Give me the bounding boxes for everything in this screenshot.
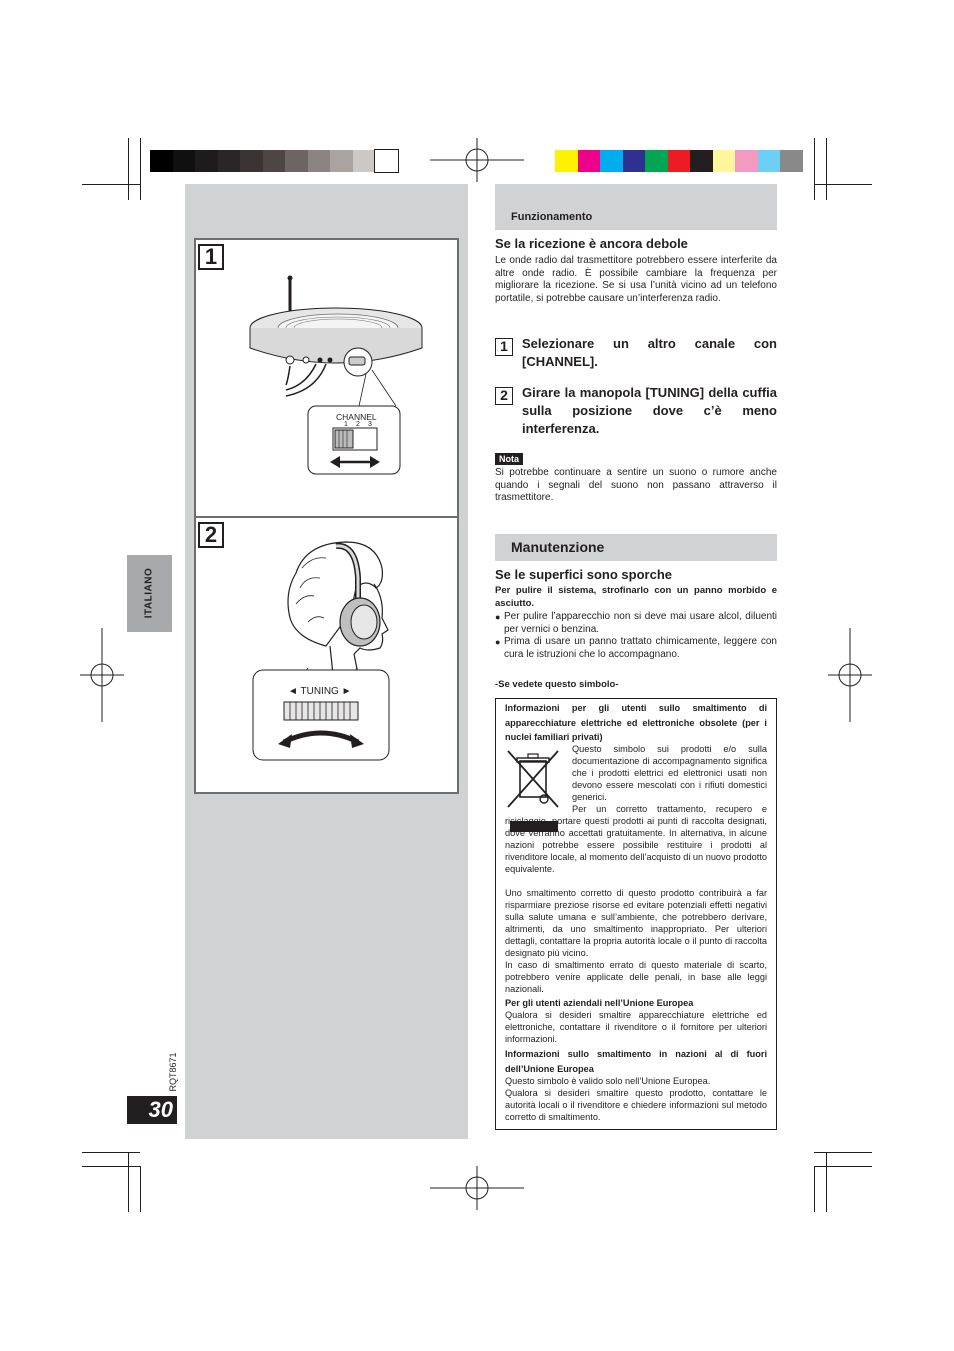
calibration-swatch	[690, 150, 713, 172]
calibration-swatch	[735, 150, 758, 172]
weee-box-para2: Per un corretto trattamento, recupero e riciclaggio, portare questi prodotti ai punti di raccolta designati, dove verranno accettati gratuitamente. In alternativa, in alcune nazioni potrebbe essere possibile restituire i prodotti al rivenditore locale, al momento dell’acquisto di un nuovo prodotto equivalente.	[505, 804, 768, 874]
section-header-funzionamento: Funzionamento	[511, 211, 593, 223]
tuning-label: ◄ TUNING ►	[288, 686, 352, 697]
section-header-bar-2	[495, 534, 777, 561]
calibration-swatch	[353, 150, 376, 172]
weee-box-para4: In caso di smaltimento errato di questo materiale di scarto, potrebbero venire applicate delle penali, in base alle leggi nazionali.	[505, 960, 767, 994]
weak-reception-body: Le onde radio dal trasmettitore potrebbero essere interferite da altre onde radio. È possibile cambiare la frequenza per migliorare la ricezione. Se si usa l’unità vicino ad un telefono portatile, si potrebbe causare un’interferenza radio.	[495, 255, 777, 304]
step2-illustration-panel	[194, 516, 459, 794]
section-header-manutenzione: Manutenzione	[511, 539, 605, 555]
bullet-dot-2: ●	[495, 637, 501, 647]
registration-target-top	[430, 138, 524, 182]
nota-body: Si potrebbe continuare a sentire un suono o rumore anche quando i segnali del suono non passano attraverso il trasmettitore.	[495, 467, 777, 503]
weak-reception-title: Se la ricezione è ancora debole	[495, 236, 688, 251]
calibration-swatch	[375, 150, 398, 172]
calibration-swatch	[240, 150, 263, 172]
bullet-item-2: Prima di usare un panno trattato chimicamente, leggere con cura le istruzioni che lo accompagnano.	[504, 636, 777, 660]
transmitter-illustration	[246, 270, 446, 505]
calibration-swatch	[173, 150, 196, 172]
calibration-swatch	[308, 150, 331, 172]
calibration-swatch	[713, 150, 736, 172]
calibration-swatch	[330, 150, 353, 172]
calibration-swatch	[578, 150, 601, 172]
dirty-surfaces-title: Se le superfici sono sporche	[495, 567, 672, 582]
channel-label: CHANNEL	[336, 412, 377, 422]
model-code: RQT8671	[168, 1052, 178, 1092]
instruction-step1-text: Selezionare un altro canale con [CHANNEL].	[522, 336, 777, 369]
language-tab	[127, 555, 172, 632]
page-number-text: 30	[148, 1097, 173, 1122]
tuning-dial-illustration	[252, 668, 392, 764]
calibration-swatch	[668, 150, 691, 172]
nota-badge: Nota	[495, 453, 523, 465]
weee-box-title: Informazioni per gli utenti sullo smaltimento di apparecchiature elettriche ed elettroniche obsolete (per i nuclei familiari privati)	[505, 703, 767, 742]
instruction-step1-number: 1	[495, 338, 513, 356]
registration-target-left	[80, 628, 124, 722]
calibration-swatch	[555, 150, 578, 172]
channel-number-3: 3	[368, 421, 372, 428]
weee-box-business-body: Qualora si desideri smaltire apparecchiature elettriche ed elettroniche, contattare il rivenditore o il fornitore per ulteriori informazioni.	[505, 1010, 767, 1044]
weee-box-para1: Questo simbolo sui prodotti e/o sulla documentazione di accompagnamento significa che i prodotti elettrici ed elettronici usati non devono essere mescolati con i rifiuti domestici generici.	[572, 744, 767, 802]
calibration-swatch	[218, 150, 241, 172]
channel-number-2: 2	[356, 421, 360, 428]
weee-box-nonEU-body2: Qualora si desideri smaltire questo prodotto, contattare le autorità locali o il rivenditore e chiedere informazioni sul metodo corretto di smaltimento.	[505, 1088, 767, 1122]
calibration-swatch	[150, 150, 173, 172]
calibration-swatch	[600, 150, 623, 172]
channel-number-1: 1	[344, 421, 348, 428]
bullet-dot-1: ●	[495, 612, 501, 622]
weee-info-box	[495, 698, 777, 1130]
registration-target-bottom	[430, 1166, 524, 1210]
step1-number: 1	[198, 244, 224, 270]
weee-box-business-title: Per gli utenti aziendali nell’Unione Europea	[505, 998, 694, 1008]
symbol-heading: -Se vedete questo simbolo-	[495, 679, 619, 690]
step2-number: 2	[198, 522, 224, 548]
weee-box-nonEU-body1: Questo simbolo è valido solo nell’Unione Europea.	[505, 1076, 711, 1086]
calibration-swatch	[645, 150, 668, 172]
language-tab-label: ITALIANO	[143, 567, 155, 619]
weee-box-nonEU-title: Informazioni sullo smaltimento in nazioni al di fuori dell’Unione Europea	[505, 1049, 767, 1074]
weee-box-para3: Uno smaltimento corretto di questo prodotto contribuirà a far risparmiare preziose risorse ed evitare potenziali effetti negativi sulla salute umana e sull’ambiente, che potrebbero derivare, altrimenti, da uno smaltimento inappropriato. Per ulteriori dettagli, contattare la propria autorità locale o il punto di raccolta designato più vicino.	[505, 888, 767, 958]
instruction-step2-text: Girare la manopola [TUNING] della cuffia sulla posizione dove c’è meno interferenza.	[522, 385, 777, 436]
calibration-swatch	[285, 150, 308, 172]
instruction-step2-number: 2	[495, 387, 513, 405]
dirty-surfaces-intro: Per pulire il sistema, strofinarlo con un panno morbido e asciutto.	[495, 585, 777, 609]
section-header-bar-1	[495, 184, 777, 230]
registration-target-right	[828, 628, 872, 722]
bullet-item-1: Per pulire l’apparecchio non si deve mai usare alcol, diluenti per vernici o benzina.	[504, 611, 777, 635]
page-number	[127, 1096, 177, 1124]
calibration-swatch	[263, 150, 286, 172]
head-with-headphones-illustration	[256, 538, 416, 688]
calibration-swatch	[623, 150, 646, 172]
calibration-swatch	[758, 150, 781, 172]
calibration-swatch	[780, 150, 803, 172]
calibration-swatch	[195, 150, 218, 172]
step1-illustration-panel	[194, 238, 459, 518]
